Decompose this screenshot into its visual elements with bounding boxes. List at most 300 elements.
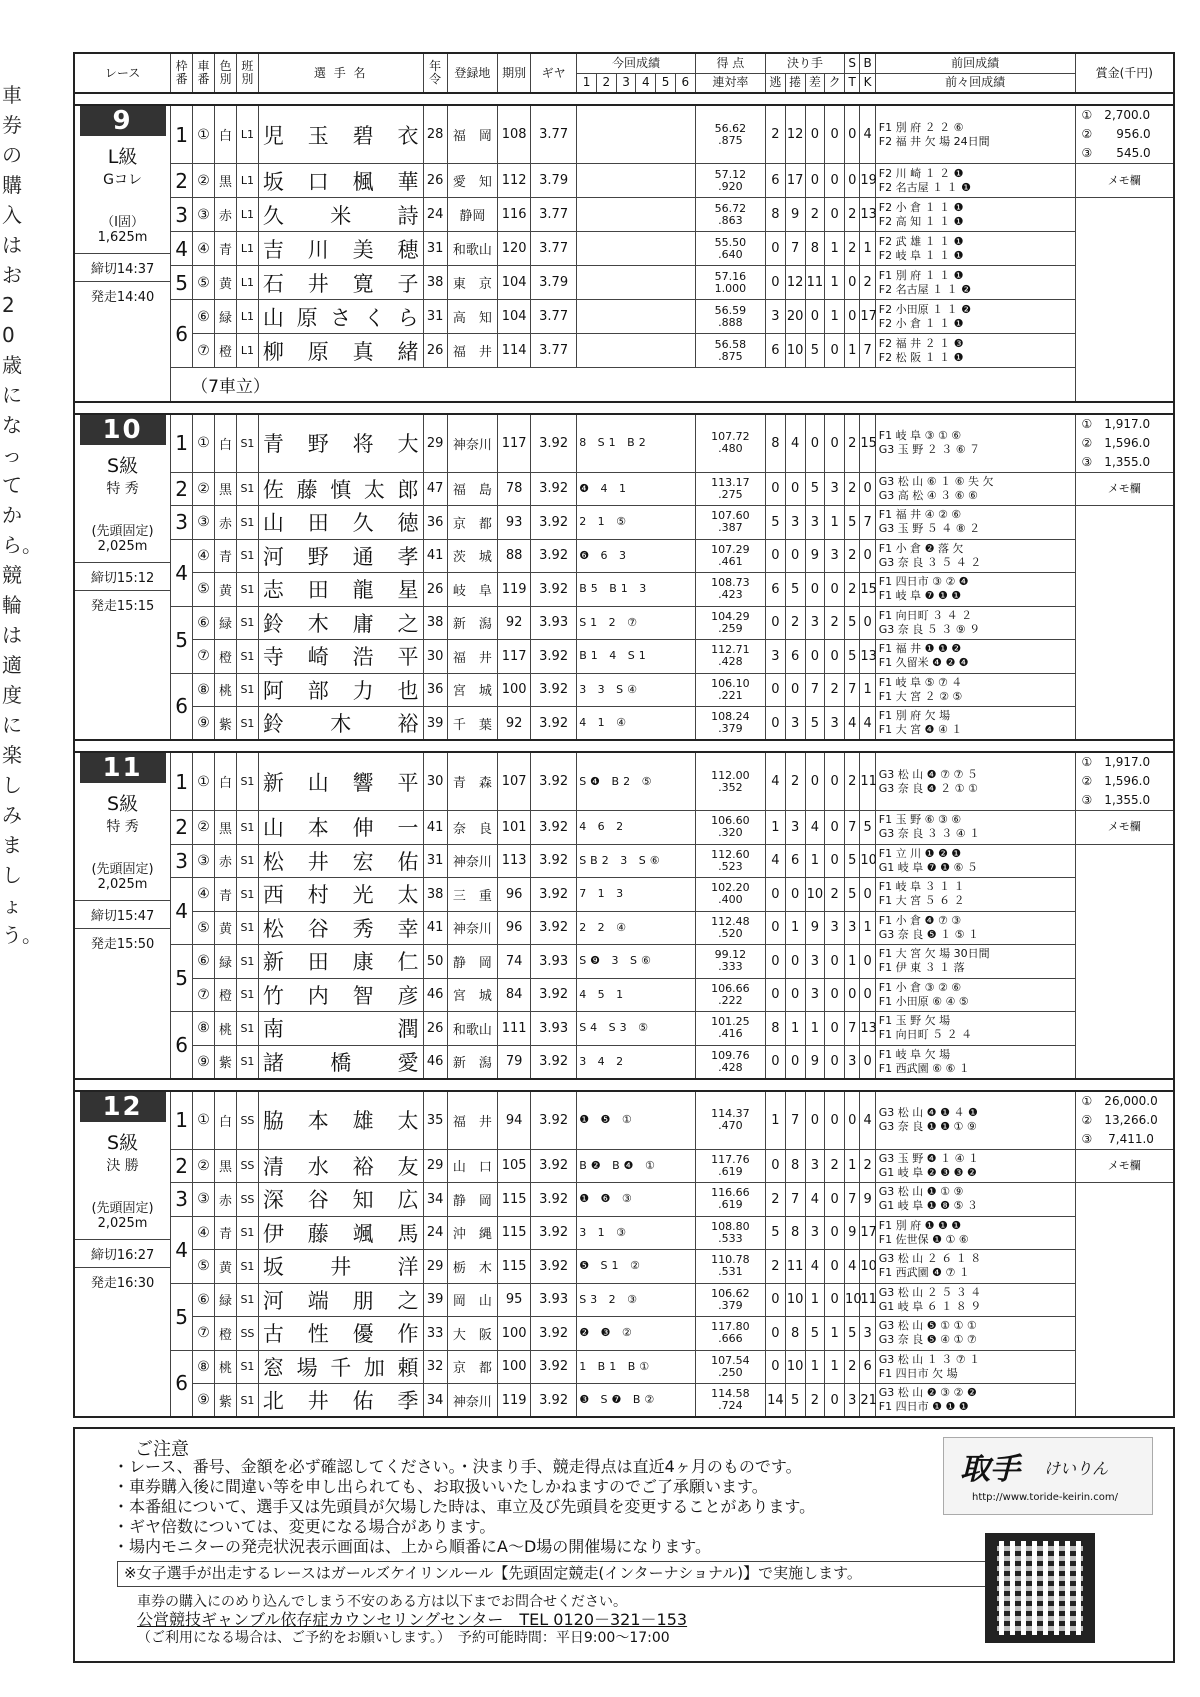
rider-name-cell[interactable] [258,1250,423,1284]
rider-row[interactable] [74,1283,1174,1317]
bk-count: 11 [860,1283,875,1317]
kimari-count: 5 [785,573,805,607]
rider-name-cell[interactable] [258,640,423,674]
rider-name-char: 響 [352,770,374,795]
rider-rentai: .523 [718,859,743,873]
rider-term: 84 [498,978,531,1012]
rider-score: 106.60 [711,814,750,828]
rider-row[interactable] [74,911,1174,945]
st-count: 0 [845,105,860,164]
kimari-count: 14 [766,1384,786,1418]
rider-name[interactable] [259,474,423,504]
rider-gear: 3.93 [531,945,577,979]
car-number: ① [193,414,215,473]
rider-name[interactable] [259,1318,423,1348]
rider-score: 106.10 [711,676,750,690]
score-cell [695,1317,765,1351]
prev2-result: F1 久留米 ❹ ❷ ❹ [878,656,969,670]
color-label: 青 [215,1216,237,1250]
rider-name[interactable] [259,608,423,638]
rider-row[interactable] [74,978,1174,1012]
rider-name-char: 志 [262,578,284,603]
rider-name-char: 庸 [352,611,374,636]
rider-score: 117.80 [711,1320,750,1334]
rider-name[interactable] [259,302,423,332]
rider-row[interactable] [74,1384,1174,1418]
rider-name[interactable] [259,1013,423,1043]
rider-name-char: 寺 [262,645,284,670]
rider-name-char: 孝 [397,544,419,569]
rider-row[interactable] [74,1250,1174,1284]
score-cell [695,164,765,198]
kimari-count: 0 [805,752,825,811]
rider-gear: 3.77 [531,334,577,368]
prev2-result: G1 岐 阜 ❷ ❸ ❸ ❷ [878,1165,977,1179]
race-distance: 2,025m [97,877,148,892]
kimari-count: 1 [825,506,845,540]
kimari-count: 7 [785,1091,805,1150]
rider-name-char: 坂 [262,1255,284,1280]
memo-area[interactable] [1075,1183,1174,1418]
rider-name-char: 久 [262,203,284,228]
contact-line-2: 公営競技ギャンブル依存症カウンセリングセンター TEL 0120－321－153 [137,1610,688,1629]
header-current-num: 3 [616,73,636,93]
color-label: 青 [215,232,237,266]
color-label: 白 [215,752,237,811]
rider-age: 46 [423,1045,447,1079]
color-label: 緑 [215,945,237,979]
rider-name[interactable] [259,946,423,976]
kimari-count: 0 [825,978,845,1012]
rider-name[interactable] [259,1352,423,1382]
waku-number: 1 [171,105,193,164]
rider-pref: 栃 木 [447,1250,497,1284]
previous-results [875,232,1075,266]
rider-name-char: 徳 [397,511,419,536]
race-dist-note: （I固） [101,215,144,230]
rider-class: S1 [236,673,258,707]
rider-row[interactable] [74,606,1174,640]
score-cell [695,640,765,674]
header-score2: 連対率 [695,73,765,93]
rider-score: 114.37 [711,1107,750,1120]
rider-name-cell[interactable] [258,878,423,912]
prev-result: F1 別 府 ２ ２ ⑥ [878,120,964,134]
rider-term: 78 [498,472,531,506]
rider-row[interactable] [74,198,1174,232]
prize-cell [1075,752,1174,811]
rider-name-char: 水 [307,1154,329,1179]
rider-name-char: 之 [397,1288,419,1313]
rider-name-char: 太 [363,477,385,502]
rider-name[interactable] [259,1218,423,1248]
rider-row[interactable] [74,811,1174,845]
kimari-count: 0 [785,945,805,979]
rider-name-cell[interactable] [258,978,423,1012]
rider-gear: 3.92 [531,506,577,540]
rider-gear: 3.93 [531,1012,577,1046]
rider-age: 33 [423,1317,447,1351]
rider-name-cell[interactable] [258,506,423,540]
rider-name-cell[interactable] [258,105,423,164]
kimari-count: 0 [785,539,805,573]
rider-name[interactable] [259,268,423,298]
rider-name-char: 裕 [352,1154,374,1179]
prev-result: F1 岐 阜 ③ ① ⑥ [878,429,962,442]
prev2-result: G3 玉 野 ２ ３ ⑥ ７ [878,443,981,456]
rider-name-cell[interactable] [258,573,423,607]
prize-amount: ① 1,917.0 [1081,416,1151,431]
prev-result: F1 小 倉 ③ ② ⑥ [878,980,962,994]
rider-row[interactable] [74,232,1174,266]
rider-name-char: 山 [307,770,329,795]
kimari-count: 9 [805,911,825,945]
memo-area[interactable] [1075,844,1174,1079]
kimari-count: 0 [825,105,845,164]
rider-name[interactable] [259,641,423,671]
rider-row[interactable] [74,878,1174,912]
rider-name[interactable] [259,1251,423,1281]
rider-pref: 宮 城 [447,673,497,707]
score-cell [695,573,765,607]
rider-rentai: .863 [718,213,743,227]
rider-name-cell[interactable] [258,1317,423,1351]
rider-rentai: .724 [718,1399,743,1412]
rider-name-cell[interactable] [258,539,423,573]
car-number: ③ [193,1183,215,1217]
rider-name[interactable] [259,708,423,738]
rider-class: S1 [236,414,258,473]
race-number: 12 [80,1092,166,1122]
rider-row[interactable] [74,673,1174,707]
rider-age: 26 [423,334,447,368]
current-results: 3 3 S④ [577,673,696,707]
rider-pref: 和歌山 [447,1012,497,1046]
rider-name[interactable] [259,812,423,842]
kimari-count: 1 [805,1012,825,1046]
rider-row[interactable] [74,1216,1174,1250]
rider-score: 117.76 [711,1152,750,1166]
qr-code-icon[interactable] [985,1533,1095,1643]
rider-name[interactable] [259,879,423,909]
rider-pref: 奈 良 [447,811,497,845]
rider-name[interactable] [259,1184,423,1214]
rider-name-char: 藤 [296,477,318,502]
rider-name-char: 橋 [330,1050,352,1075]
rider-name-cell[interactable] [258,414,423,473]
rider-row[interactable] [74,1317,1174,1351]
rider-row[interactable] [74,1045,1174,1079]
rider-name-cell[interactable] [258,472,423,506]
bk-count: 2 [860,266,875,300]
note-item: ・レース、番号、金額を必ず確認してください。・決まり手、競走得点は直近4ヶ月のものです。 [113,1457,802,1476]
rider-name-char: 彦 [397,983,419,1008]
color-label: 青 [215,878,237,912]
rider-name[interactable] [259,336,423,366]
color-label: 赤 [215,1183,237,1217]
previous-results [875,673,1075,707]
header-class: 班別 [236,53,258,93]
color-label: 黒 [215,811,237,845]
rider-row[interactable] [74,164,1174,198]
rider-name-cell[interactable] [258,945,423,979]
kimari-count: 0 [785,878,805,912]
rider-name[interactable] [259,1385,423,1415]
rider-name[interactable] [259,574,423,604]
rider-name-cell[interactable] [258,1012,423,1046]
kimari-count: 3 [785,707,805,741]
rider-name-cell[interactable] [258,164,423,198]
prev2-result: F2 高 知 １ １ ❶ [878,214,964,228]
kimari-count: 0 [785,1045,805,1079]
prize-amount: ② 1,596.0 [1081,774,1151,788]
kimari-count: 5 [785,1384,805,1418]
rider-name[interactable] [259,1105,423,1135]
rider-row[interactable] [74,640,1174,674]
rider-name-cell[interactable] [258,811,423,845]
rider-name-cell[interactable] [258,1350,423,1384]
prev2-result: G1 岐 阜 ❶ ❽ ⑤ ３ [878,1199,978,1213]
rider-row[interactable] [74,539,1174,573]
rider-pref: 青 森 [447,752,497,811]
current-results: ❷ ❸ ② [577,1317,696,1351]
rider-row[interactable] [74,1350,1174,1384]
car-number: ① [193,105,215,164]
rider-name[interactable] [259,980,423,1010]
rider-row[interactable] [74,1012,1174,1046]
bk-count: 9 [860,1183,875,1217]
prev2-result: F1 大 宮 ２ ② ⑤ [878,689,963,703]
bk-count: 19 [860,164,875,198]
rider-gear: 3.77 [531,300,577,334]
rider-pref: 福 井 [447,334,497,368]
score-cell [695,811,765,845]
rider-name-cell[interactable] [258,300,423,334]
rider-name[interactable] [259,675,423,705]
rider-gear: 3.92 [531,752,577,811]
st-count: 2 [845,232,860,266]
notes-title: ご注意 [135,1439,189,1460]
rider-name-cell[interactable] [258,606,423,640]
bk-count: 3 [860,1317,875,1351]
rider-name[interactable] [259,541,423,571]
kimari-count: 1 [805,1350,825,1384]
rider-name-cell[interactable] [258,1045,423,1079]
memo-area[interactable] [1075,506,1174,741]
st-count: 4 [845,707,860,741]
rider-row[interactable] [74,1091,1174,1150]
waku-number: 4 [171,878,193,945]
rider-row[interactable] [74,414,1174,473]
waku-number: 2 [171,811,193,845]
rider-name[interactable] [259,1285,423,1315]
score-cell [695,707,765,741]
rider-name-cell[interactable] [258,1183,423,1217]
rider-name-cell[interactable] [258,1384,423,1418]
kimari-count: 3 [766,640,786,674]
prev-result: F1 立 川 ❶ ❷ ❶ [878,846,962,860]
rider-rentai: .416 [718,1027,743,1041]
rider-name[interactable] [259,120,423,150]
rider-rentai: .379 [718,722,743,735]
st-count: 2 [845,472,860,506]
car-number: ② [193,1149,215,1183]
previous-results [875,472,1075,506]
rider-row[interactable] [74,1149,1174,1183]
notes-list [113,1457,815,1557]
kimari-count: 0 [766,232,786,266]
rider-name-cell[interactable] [258,752,423,811]
rider-name-cell[interactable] [258,266,423,300]
kimari-count: 0 [785,978,805,1012]
rider-row[interactable] [74,752,1174,811]
rider-gear: 3.77 [531,198,577,232]
rider-name-cell[interactable] [258,1091,423,1150]
previous-results [875,1317,1075,1351]
rider-age: 30 [423,752,447,811]
color-label: 橙 [215,978,237,1012]
rider-term: 100 [498,1350,531,1384]
rider-row[interactable] [74,334,1174,368]
rider-pref: 沖 縄 [447,1216,497,1250]
race-distance: 2,025m [97,1215,148,1231]
rider-class: S1 [236,472,258,506]
rider-rentai: .221 [718,688,743,702]
color-label: 赤 [215,844,237,878]
previous-results [875,1012,1075,1046]
waku-number: 5 [171,945,193,1012]
prize-amount: ① 2,700.0 [1081,108,1151,122]
header-score: 得 点 [695,53,765,73]
rider-name-char: 諸 [262,1050,284,1075]
rider-name-cell[interactable] [258,1149,423,1183]
rider-name[interactable] [259,846,423,876]
kimari-count: 4 [805,811,825,845]
rider-row[interactable] [74,266,1174,300]
rider-name-cell[interactable] [258,1216,423,1250]
previous-results [875,945,1075,979]
rider-gear: 3.92 [531,844,577,878]
rider-name-char: 馬 [397,1221,419,1246]
kimari-count: 0 [825,1283,845,1317]
header-current-num: 5 [656,73,676,93]
rider-gear: 3.92 [531,1045,577,1079]
kimari-count: 0 [825,164,845,198]
rider-pref: 神奈川 [447,1384,497,1418]
prev2-result: G1 岐 阜 ❼ ❶ ⑥ ５ [878,860,978,874]
color-label: 緑 [215,1283,237,1317]
rider-name-cell[interactable] [258,673,423,707]
rider-row[interactable] [74,1183,1174,1217]
current-results: ❸ S❼ B② [577,1384,696,1418]
rider-name-cell[interactable] [258,334,423,368]
rider-name-char: 田 [307,511,329,536]
st-count: 5 [845,1317,860,1351]
rider-age: 41 [423,539,447,573]
prev2-result: G3 奈 良 ❺ ④ ① ⑦ [878,1333,977,1347]
rider-class: L1 [236,300,258,334]
rider-name[interactable] [259,234,423,264]
rider-name-cell[interactable] [258,232,423,266]
race-level-sub: Gコレ [103,172,142,188]
rider-class: L1 [236,198,258,232]
rider-row[interactable] [74,573,1174,607]
rider-name-cell[interactable] [258,198,423,232]
rider-pref: 山 口 [447,1149,497,1183]
rider-gear: 3.92 [531,414,577,473]
rider-row[interactable] [74,105,1174,164]
kimari-count: 0 [825,752,845,811]
rider-name[interactable] [259,428,423,458]
rider-name[interactable] [259,200,423,230]
kimari-count: 0 [766,539,786,573]
rider-row[interactable] [74,506,1174,540]
rider-score: 102.20 [711,881,750,895]
rider-score: 107.72 [711,430,750,443]
memo-area[interactable] [1075,198,1174,402]
rider-row[interactable] [74,945,1174,979]
rider-term: 95 [498,1283,531,1317]
car-number: ⑤ [193,1250,215,1284]
rider-age: 28 [423,105,447,164]
girls-keirin-warning: ※女子選手が出走するレースはガールズケイリンルール【先頭固定競走(インターナショナル)】で実施します。 [117,1561,1002,1587]
rider-name-cell[interactable] [258,911,423,945]
rider-row[interactable] [74,844,1174,878]
rider-score: 56.72 [714,201,747,215]
score-cell [695,1250,765,1284]
color-label: 紫 [215,1384,237,1418]
note-item: ・場内モニターの発売状況表示画面は、上から順番にA～D場の開催場になります。 [113,1537,711,1556]
rider-row[interactable] [74,472,1174,506]
rider-name[interactable] [259,913,423,943]
rider-name-char: 柳 [262,339,284,364]
rider-name-char: 松 [262,849,284,874]
rider-name-cell[interactable] [258,707,423,741]
rider-name[interactable] [259,1047,423,1077]
rider-class: S1 [236,573,258,607]
current-results [577,232,696,266]
rider-name[interactable] [259,1151,423,1181]
rider-name-char: 平 [397,770,419,795]
kimari-count: 5 [805,334,825,368]
rider-name-cell[interactable] [258,1283,423,1317]
rider-name[interactable] [259,166,423,196]
rider-name-cell[interactable] [258,844,423,878]
st-count: 5 [845,878,860,912]
rider-gear: 3.92 [531,911,577,945]
rider-class: S1 [236,1350,258,1384]
rider-class: S1 [236,539,258,573]
header-prev2: 前々回成績 [875,73,1075,93]
rider-name-char: 本 [307,1109,329,1133]
score-cell [695,1012,765,1046]
rider-name[interactable] [259,767,423,797]
st-count: 2 [845,573,860,607]
rider-name[interactable] [259,507,423,537]
rider-row[interactable] [74,707,1174,741]
rider-pref: 福 井 [447,1091,497,1150]
car-number: ⑦ [193,1317,215,1351]
rider-name-char: 玉 [307,123,329,148]
kimari-count: 4 [805,1183,825,1217]
rider-name-char: く [363,305,385,330]
rider-row[interactable] [74,300,1174,334]
rider-gear: 3.92 [531,978,577,1012]
rider-name-char: 本 [307,816,329,841]
race-level: S級 [107,793,139,815]
kimari-count: 0 [805,573,825,607]
score-cell [695,300,765,334]
